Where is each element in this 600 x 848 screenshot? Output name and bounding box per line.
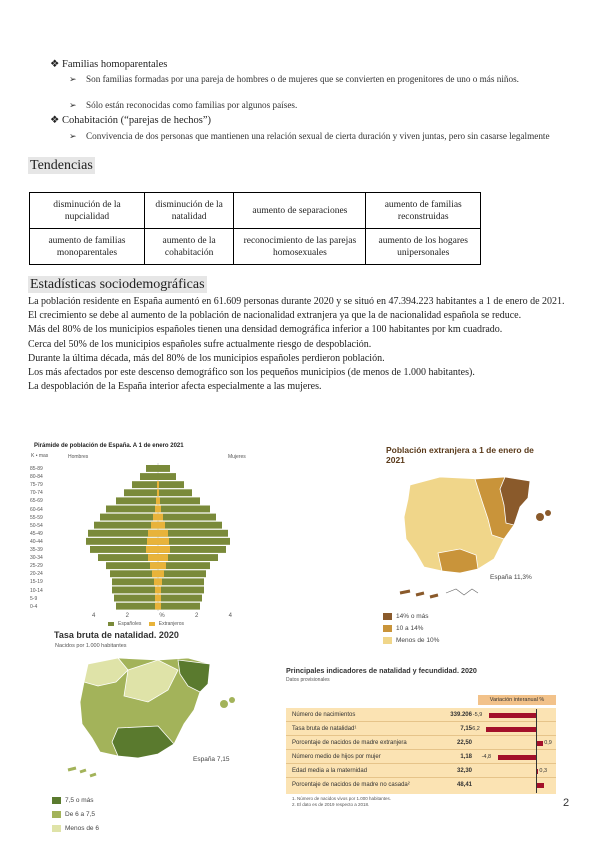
cohabitacion-item-1: ➢ Convivencia de dos personas que mantienen una relación sexual de cierta duración y viven juntas, pero sin casarse legalmente [69, 131, 550, 141]
pyramid-age-label: 35-39 [30, 547, 43, 553]
balearic-icon [536, 513, 544, 521]
legend-item: 10 a 14% [383, 623, 439, 635]
pyramid-age-label: 70-74 [30, 490, 43, 497]
diamond-bullet-icon: ❖ [50, 115, 60, 126]
arrow-bullet-icon: ➢ [69, 74, 77, 84]
pyramid-bar-left [88, 530, 158, 537]
canary-islands-icon [400, 591, 438, 597]
paragraph: El crecimiento se debe al aumento de la población de nacionalidad extranjera ya que la de nacionalidad española se reduce. [28, 310, 522, 322]
indicators-footnotes [292, 796, 391, 808]
tendencias-heading: Tendencias [30, 158, 93, 173]
pyramid-age-label: 60-64 [30, 506, 43, 513]
table-row [30, 193, 481, 229]
indicator-value: 32,30 [456, 768, 472, 774]
pyramid-bar-foreign [154, 578, 162, 585]
pyramid-age-label: 5-9 [30, 595, 38, 602]
birth-map-label: España 7,15 [193, 756, 230, 763]
indicator-label: Número medio de hijos por mujer [292, 754, 381, 760]
pyramid-bar-right [158, 578, 204, 585]
table-cell: aumento de la cohabitación [144, 229, 233, 265]
balearic-icon [220, 700, 228, 708]
pyramid-bar-right [158, 489, 192, 496]
legend-item: De 6 a 7,5 [52, 808, 99, 822]
paragraph: Cerca del 50% de los municipios españoles sufre actualmente riesgo de despoblación. [28, 338, 372, 350]
pyramid-bar-foreign [153, 514, 163, 521]
legend-item: 14% o más [383, 611, 439, 623]
page-number: 2 [563, 797, 570, 809]
cohabitacion-title: Cohabitación (“parejas de hechos”) [62, 115, 212, 126]
pyramid-bar-foreign [157, 481, 159, 488]
legend-swatch [52, 797, 61, 804]
pyramid-right-label: Mujeres [228, 454, 246, 460]
arrow-bullet-icon: ➢ [69, 100, 77, 110]
pyramid-bar-foreign [155, 595, 161, 602]
legend-item: Menos de 6 [52, 822, 99, 836]
variation-label: 0,9 [544, 740, 552, 746]
axis-tick: % [159, 613, 165, 619]
pyramid-bar-left [116, 603, 158, 610]
birth-map-title: Tasa bruta de natalidad. 2020 [54, 630, 179, 640]
foreign-population-map [380, 443, 580, 653]
pyramid-bar-right [158, 506, 210, 513]
paragraph: Más del 80% de los municipios españoles tienen una densidad demográfica inferior a 100 habitantes por km cuadrado. [28, 324, 503, 336]
pyramid-age-label: 80-84 [30, 474, 43, 481]
indicator-label: Edad media a la maternidad [292, 768, 368, 774]
pyramid-bar-foreign [156, 497, 160, 504]
paragraph: Durante la última década, más del 80% de los municipios españoles perdieron población. [28, 352, 385, 364]
pyramid-bar-right [158, 481, 184, 488]
arrow-bullet-icon: ➢ [69, 131, 77, 141]
pyramid-bar-foreign [151, 522, 165, 529]
variation-label: -6,2 [470, 726, 480, 732]
pyramid-age-label: 55-59 [30, 514, 43, 521]
indicator-row [286, 709, 556, 722]
axis-tick: 2 [125, 613, 129, 619]
indicator-row [286, 723, 556, 736]
tendencias-table [29, 192, 481, 265]
paragraph: La despoblación de la España interior afecta especialmente a las mujeres. [28, 381, 322, 393]
pyramid-svg [28, 443, 260, 623]
pyramid-age-label: 65-69 [30, 498, 43, 505]
variation-label: -4,8 [481, 754, 492, 760]
table-cell: disminución de la nupcialidad [30, 193, 145, 229]
foreign-map-label: España 11,3% [490, 574, 532, 581]
pyramid-title: Pirámide de población de España. A 1 de enero 2021 [34, 443, 184, 449]
pyramid-bar-foreign [155, 506, 161, 513]
legend-swatch [52, 825, 61, 832]
pyramid-age-header: K • mas [31, 453, 49, 459]
indicator-value: 1,18 [460, 754, 472, 760]
canary-box-icon [446, 589, 478, 595]
pyramid-bar-foreign [148, 530, 168, 537]
pyramid-bar-left [132, 481, 158, 488]
estadisticas-text [28, 295, 573, 394]
pyramid-bar-right [158, 465, 170, 472]
variation-bar [486, 727, 536, 732]
pyramid-bar-left [140, 473, 158, 480]
foreign-map-title: Población extranjera a 1 de enero de 2021 [386, 445, 534, 465]
pyramid-age-label: 40-44 [30, 538, 43, 545]
legend-item: Menos de 10% [383, 635, 439, 647]
population-pyramid [28, 443, 260, 627]
variation-bar [536, 741, 543, 746]
legend-swatch [108, 622, 114, 626]
pyramid-bar-foreign [157, 489, 159, 496]
pyramid-bar-foreign [155, 603, 161, 610]
variation-label: -5,9 [472, 712, 483, 718]
pyramid-bar-right [158, 473, 176, 480]
variation-header: Variación interanual % [478, 695, 556, 705]
pyramid-age-label: 50-54 [30, 522, 43, 529]
canary-islands-icon [68, 768, 96, 776]
birth-map-legend [52, 794, 99, 836]
pyramid-bar-right [158, 497, 200, 504]
homoparentales-item-2: ➢ Sólo están reconocidas como familias por algunos países. [69, 100, 298, 110]
indicator-label: Porcentaje de nacidos de madre extranjera [292, 740, 407, 746]
indicator-label: Tasa bruta de natalidad¹ [292, 726, 357, 732]
pyramid-bar-foreign [148, 554, 168, 561]
pyramid-bar-foreign [146, 546, 170, 553]
pyramid-age-label: 20-24 [30, 571, 43, 578]
legend-swatch [383, 637, 392, 644]
indicator-row [286, 765, 556, 778]
indicators-figure [286, 666, 556, 826]
indicator-value: 48,41 [456, 782, 472, 788]
bullet-homoparentales [50, 58, 167, 71]
pyramid-bar-left [112, 587, 158, 594]
pyramid-age-label: 85-89 [30, 466, 43, 472]
pyramid-age-label: 15-19 [30, 579, 43, 586]
homoparentales-item-1: ➢ Son familias formadas por una pareja de hombres o de mujeres que se convierten en progenitores de uno o más niños. [69, 74, 519, 84]
legend-swatch [383, 613, 392, 620]
balearic-icon [229, 697, 235, 703]
indicator-value: 339.206 [450, 712, 472, 718]
birth-rate-map [28, 630, 268, 840]
legend-swatch [149, 622, 155, 626]
pyramid-bar-left [124, 489, 158, 496]
pyramid-bar-left [146, 465, 158, 472]
pyramid-bar-foreign [150, 562, 166, 569]
footnote: 2. El dato es de 2019 respecto a 2018. [292, 802, 370, 807]
variation-label: 0,3 [539, 768, 548, 774]
pyramid-age-label: 45-49 [30, 530, 43, 537]
variation-bar [536, 783, 544, 788]
indicator-row [286, 737, 556, 750]
paragraph: La población residente en España aumentó en 61.609 personas durante 2020 y se situó en 47.394.223 habitantes a 1 de enero de 2021. [28, 296, 565, 307]
pyramid-bar-right [158, 570, 206, 577]
pyramid-bar-right [158, 522, 222, 529]
pyramid-bar-foreign [152, 570, 164, 577]
pyramid-bar-right [158, 603, 200, 610]
table-cell: aumento de separaciones [234, 193, 366, 229]
legend-item: 7,5 o más [52, 794, 99, 808]
table-cell: aumento de familias reconstruidas [366, 193, 481, 229]
variation-bar [498, 755, 536, 760]
pyramid-bar-foreign [155, 587, 161, 594]
pyramid-bar-left [106, 506, 158, 513]
indicator-row [286, 751, 556, 764]
pyramid-axis-ticks [92, 613, 232, 619]
diamond-bullet-icon: ❖ [50, 59, 60, 70]
foreign-map-legend [383, 611, 439, 647]
pyramid-bar-left [116, 497, 158, 504]
indicator-label: Porcentaje de nacidos de madre no casada² [292, 782, 410, 788]
axis-tick: 4 [228, 613, 232, 619]
homoparentales-title: Familias homoparentales [62, 59, 168, 70]
table-cell: disminución de la natalidad [144, 193, 233, 229]
pyramid-bar-left [112, 578, 158, 585]
indicator-row [286, 779, 556, 791]
pyramid-age-label: 30-34 [30, 555, 43, 562]
pyramid-bar-right [158, 595, 202, 602]
legend-swatch [52, 811, 61, 818]
pyramid-bar-left [100, 514, 158, 521]
indicators-rows [286, 709, 556, 793]
table-cell: aumento de los hogares unipersonales [366, 229, 481, 265]
table-cell: reconocimiento de las parejas homosexuales [234, 229, 366, 265]
pyramid-left-label: Hombres [68, 454, 89, 460]
pyramid-bar-right [158, 587, 204, 594]
paragraph: Los más afectados por este descenso demográfico son los pequeños municipios (de menos de 1.000 habitantes). [28, 367, 475, 379]
pyramid-legend: Españoles Extranjeros [108, 621, 184, 627]
axis-tick: 4 [92, 613, 96, 619]
footnote: 1. Número de nacidos vivos por 1.000 habitantes. [292, 796, 392, 801]
pyramid-bar-foreign [147, 538, 169, 545]
pyramid-age-label: 10-14 [30, 587, 43, 594]
pyramid-bar-left [114, 595, 158, 602]
variation-axis [536, 709, 537, 793]
indicators-subtitle: Datos provisionales [286, 677, 330, 683]
pyramid-bar-right [158, 530, 228, 537]
birth-map-subtitle: Nacidos por 1.000 habitantes [55, 643, 127, 649]
indicator-value: 22,50 [456, 740, 472, 746]
pyramid-bar-right [158, 514, 216, 521]
pyramid-age-label: 25-29 [30, 563, 43, 570]
pyramid-age-label: 0-4 [30, 603, 38, 610]
indicator-value: 7,15 [460, 726, 472, 732]
axis-tick: 2 [194, 613, 199, 619]
table-row [30, 229, 481, 265]
indicator-label: Número de nacimientos [292, 712, 356, 718]
balearic-icon [545, 510, 551, 516]
pyramid-age-label: 75-79 [30, 482, 43, 489]
estadisticas-heading: Estadísticas sociodemográficas [30, 277, 205, 292]
bullet-cohabitacion [50, 114, 211, 127]
legend-swatch [383, 625, 392, 632]
pyramid-bar-left [94, 522, 158, 529]
indicators-title: Principales indicadores de natalidad y fecundidad. 2020 [286, 666, 477, 675]
variation-bar [489, 713, 536, 718]
pyramid-bar-left [110, 570, 158, 577]
table-cell: aumento de familias monoparentales [30, 229, 145, 265]
